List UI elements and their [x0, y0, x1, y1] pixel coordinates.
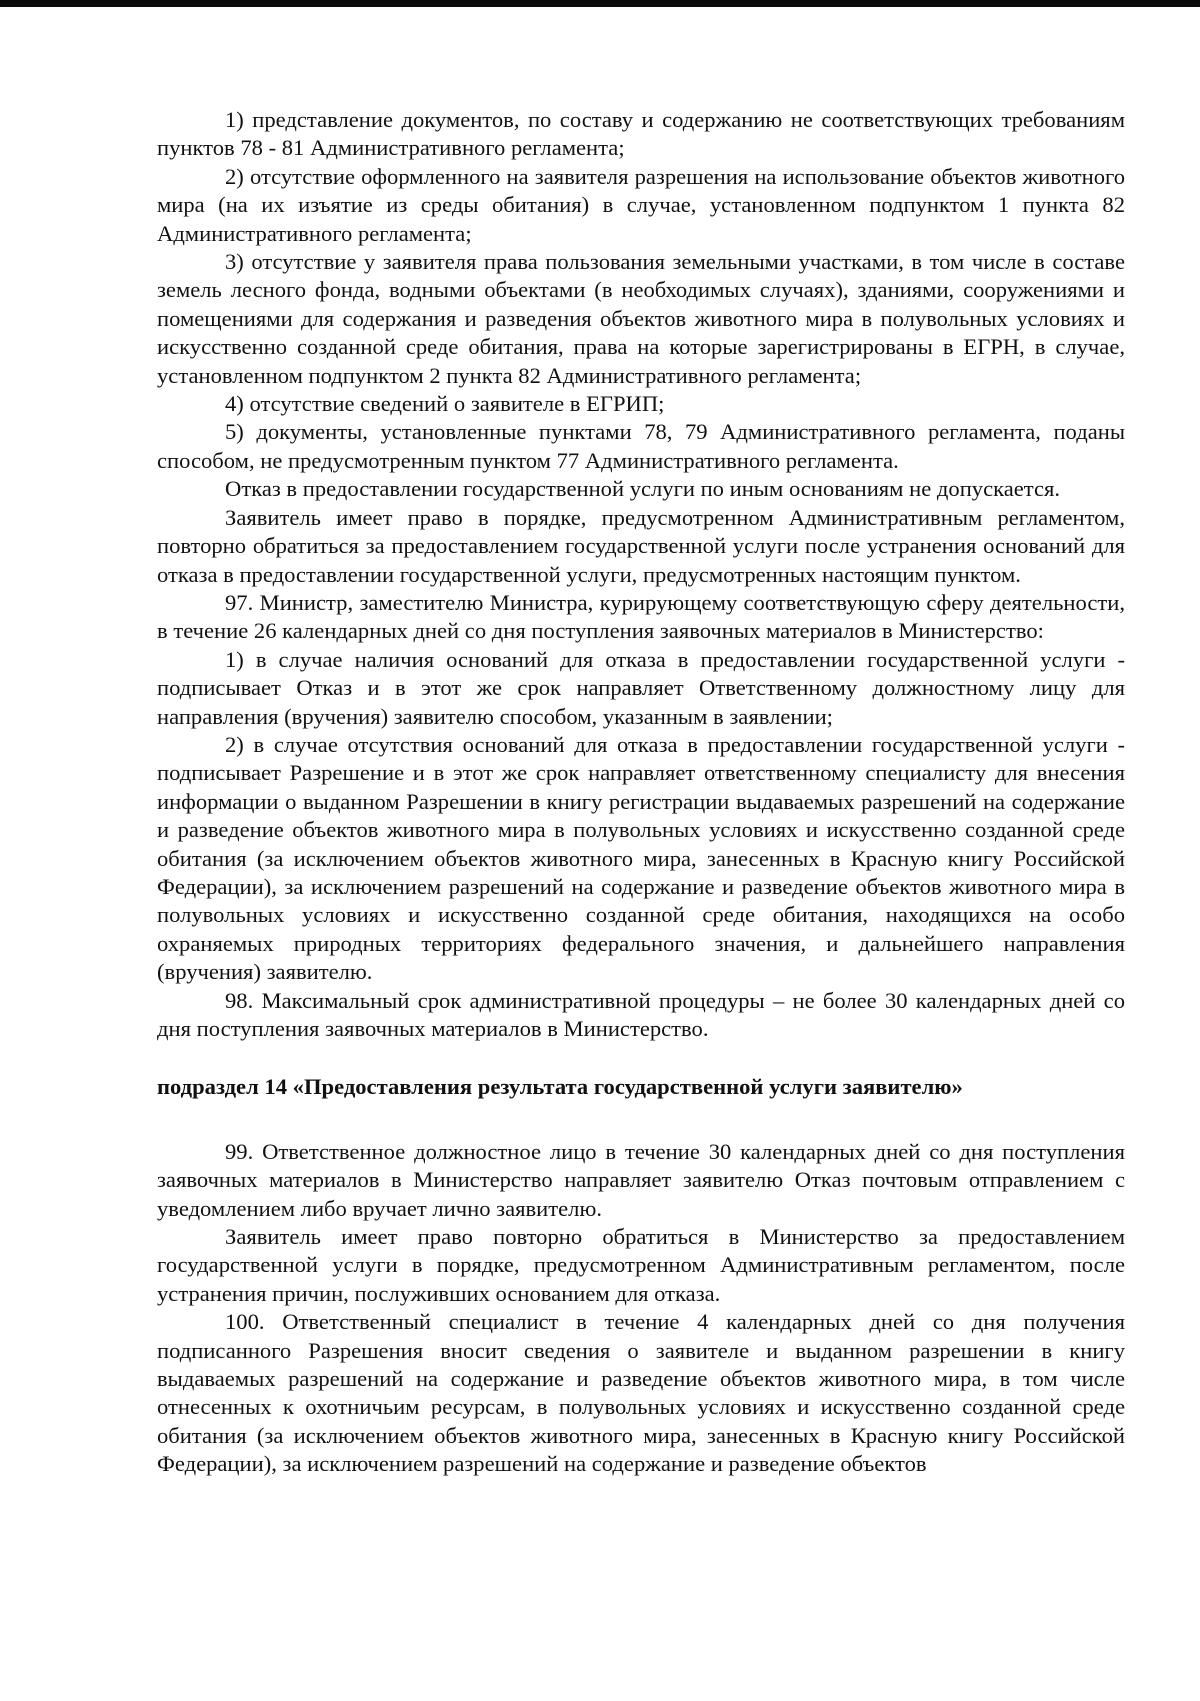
document-page — [157, 106, 1125, 1479]
paragraph: 100. Ответственный специалист в течение 4 календарных дней со дня получения подписанного Разрешения вносит сведения о заявителе и выданном разрешении в книгу выдаваемых разрешений на содержание и разведение объектов животного мира, в том числе отнесенных к охотничьим ресурсам, в полувольных условиях и искусственно созданной среде обитания (за исключением объектов животного мира, занесенных в Красную книгу Российской Федерации), за исключением разрешений на содержание и разведение объектов — [157, 1309, 1125, 1477]
paragraph: 2) отсутствие оформленного на заявителя разрешения на использование объектов животного мира (на их изъятие из среды обитания) в случае, установленном подпунктом 1 пункта 82 Административного регламента; — [157, 163, 1125, 246]
paragraph: Заявитель имеет право в порядке, предусмотренном Административным регламентом, повторно обратиться за предоставлением государственной услуги после устранения оснований для отказа в предоставлении государственной услуги, предусмотренных настоящим пунктом. — [157, 504, 1125, 587]
section-heading: подраздел 14 «Предоставления результата государственной услуги заявителю» — [157, 1074, 963, 1100]
spacer — [157, 1102, 1125, 1138]
paragraph: 4) отсутствие сведений о заявителе в ЕГРИП; — [225, 391, 665, 417]
paragraph: Отказ в предоставлении государственной услуги по иным основаниям не допускается. — [225, 476, 1061, 502]
paragraph: 3) отсутствие у заявителя права пользования земельными участками, в том числе в составе земель лесного фонда, водными объектами (в необходимых случаях), зданиями, сооружениями и помещениями для содержания и разведения объектов животного мира в полувольных условиях и искусственно созданной среде обитания, права на которые зарегистрированы в ЕГРН, в случае, установленном подпунктом 2 пункта 82 Административного регламента; — [157, 249, 1125, 388]
spacer — [157, 1043, 1125, 1073]
paragraph: 97. Министр, заместителю Министра, курирующему соответствующую сферу деятельности, в течение 26 календарных дней со дня поступления заявочных материалов в Министерство: — [157, 589, 1125, 644]
paragraph: Заявитель имеет право повторно обратиться в Министерство за предоставлением государственной услуги в порядке, предусмотренном Административным регламентом, после устранения причин, послуживших основанием для отказа. — [157, 1224, 1125, 1306]
paragraph: 99. Ответственное должностное лицо в течение 30 календарных дней со дня поступления заявочных материалов в Министерство направляет заявителю Отказ почтовым отправлением с уведомлением либо вручает лично заявителю. — [157, 1138, 1125, 1221]
paragraph: 5) документы, установленные пунктами 78, 79 Административного регламента, поданы способом, не предусмотренным пунктом 77 Административного регламента. — [157, 419, 1125, 473]
paragraph: 1) в случае наличия оснований для отказа в предоставлении государственной услуги - подписывает Отказ и в этот же срок направляет Ответственному должностному лицу для направления (вручения) заявителю способом, указанным в заявлении; — [157, 646, 1125, 729]
paragraph: 2) в случае отсутствия оснований для отказа в предоставлении государственной услуги - подписывает Разрешение и в этот же срок направляет ответственному специалисту для внесения информации о выданном Разрешении в книгу регистрации выдаваемых разрешений на содержание и разведение объектов животного мира в полувольных условиях и искусственно созданной среде обитания (за исключением объектов животного мира, занесенных в Красную книгу Российской Федерации), за исключением разрешений на содержание и разведение объектов животного мира в полувольных условиях и искусственно созданной среде обитания, находящихся на особо охраняемых природных территориях федерального значения, и дальнейшего направления (вручения) заявителю. — [157, 731, 1125, 985]
paragraph: 98. Максимальный срок административной процедуры – не более 30 календарных дней со дня поступления заявочных материалов в Министерство. — [157, 987, 1125, 1041]
scan-top-edge — [0, 0, 1200, 7]
paragraph: 1) представление документов, по составу и содержанию не соответствующих требованиям пунктов 78 - 81 Административного регламента; — [157, 107, 1125, 161]
